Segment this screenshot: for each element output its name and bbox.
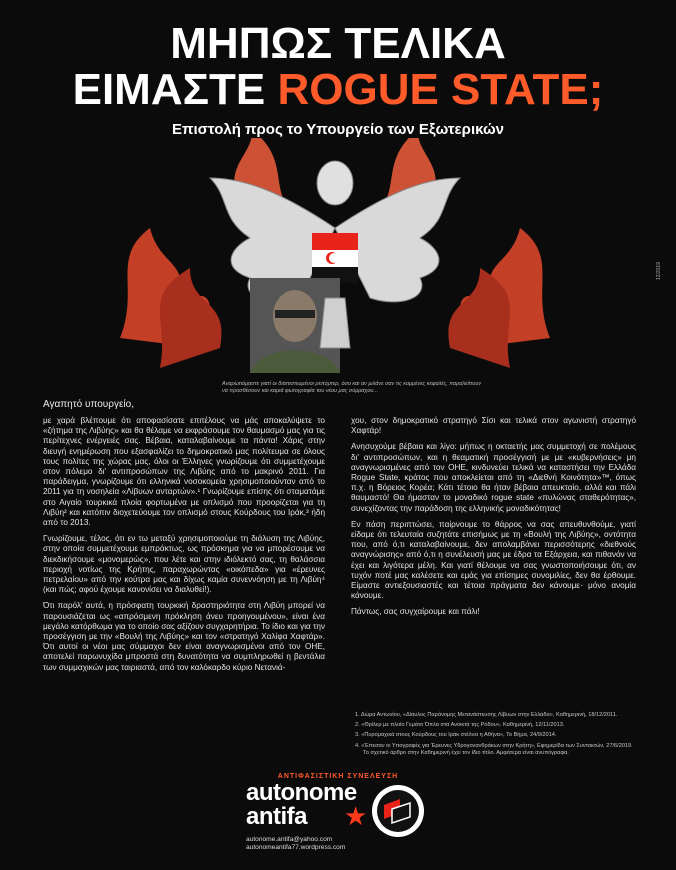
paragraph: Εν πάση περιπτώσει, παίρνουμε το θάρρος να σας απευθυνθούμε, γιατί είδαμε ότι τελευταία συζητάτε επισήμως με τη «Βουλή της Λιβύης», οντότητα που, από ό,τι καταλαβαίνουμε, δεν απολαμβάνει περισσότερης «διεθνούς αναγνώρισης» από ό,τι η συνέλευσή μας με έδρα τα Εξάρχεια, και πιθανόν να έχει και λιγότερα μέλη. Και γιατί θέλουμε να σας γνωστοποιήσουμε ότι, αν τυχόν ποτέ μας καλέσετε και εμάς για επίσημες συνομιλίες, δεν θα έρθουμε. Είμαστε αντιεξουσιαστές και τέτοια πράγματα δεν κάνουμε· μόνο ανομία κάνουμε. <box>351 519 636 601</box>
paragraph: με χαρά βλέπουμε ότι αποφασίσατε επιτέλους να μάς αποκαλύψετε το «ζήτημα της Λιβύης» και θα θέλαμε να εκφράσουμε τον θαυμασμό μας για τις περίτεχνες ενέργειές σας. Βέβαια, καταλαβαίνουμε τα πάντα! Χάρις στην διευγή ενημέρωση που εξασφαλίζει το δημοκρατικό μας πολίτευμα σε όλους τους πολίτες της χώρας μας, όλοι οι Έλληνες γνωρίζουμε ότι συμμετέχουμε στον πόλεμο δι' αντιπροσώπων της Λιβύης από το μακρινό 2011. Για παράδειγμα, γνωρίζουμε ότι ελληνικά νοσοκομεία χρησιμοποιούνταν από το 2011 για τη νοσηλεία «Λίβυων ανταρτών».¹ Γνωρίζουμε επίσης ότι σταματάμε στο Αιγαίο τουρκικά πλοία φορτωμένα με οπλισμό που προορίζεται για τη Λιβύη² και κατόπιν διοχετεύουμε τον οπλισμό στους Κούρδους του Ιράκ,³ ήδη από το 2013. <box>43 416 325 528</box>
paragraph: Ότι παρόλ' αυτά, η πρόσφατη τουρκική δραστηριότητα στη Λιβύη μπορεί να παρουσιάζεται ως «απρόσμενη πρόκληση άνευ προηγουμένου», είναι ένα μεγάλο κατόρθωμα για το οποίο σας αξίζουν συγχαρητήρια. Το ίδιο και για την προσέγγιση με την «Βουλή της Λιβύης» και τον «στρατηγό Χαλίφα Χαφτάρ». Ότι αυτοί οι νέοι μας σύμμαχοι δεν είναι αναγνωρισμένοι από τον ΟΗΕ, αποτελεί παρωνυχίδα μπροστά στη δυνατότητα να συμπληρωθεί η βεντάλια των συμμαχικών μας ταιριαστά, από τον καλόκαρδο κύριο Νετανιά- <box>43 601 325 672</box>
headline-line2 <box>0 65 676 114</box>
brand-logo <box>246 781 357 829</box>
footnotes <box>355 712 635 760</box>
photo-caption: Αναρωτιόμαστε γιατί οι διαπιστευμένοι ρεπόρτερ, όσο και αν μιλάνε σαν τις κομμένες κεφαλές, παραλείπουν να προσθέσουν και καμιά φωτογραφία του νέου μας σύμμαχου... <box>222 381 482 394</box>
website-link[interactable]: autonomeantifa77.wordpress.com <box>246 844 346 851</box>
salutation: Αγαπητό υπουργείο, <box>43 399 134 410</box>
brand-line1: autonome <box>246 779 357 806</box>
footnote: 4. «Έπεσαν οι Υπογραφές για Έρευνες Υδρογονανθράκων στην Κρήτη», Εφημερίδα των Συντακτών, 27/6/2019. Το σχετικό άρθρο στην Καθημερινή έχει τον ίδιο τίτλο. Αμφότερα είναι ανυπόγραφα. <box>355 742 633 756</box>
footer-label: ΑΝΤΙΦΑΣΙΣΤΙΚΗ ΣΥΝΕΛΕΥΣΗ <box>277 773 399 780</box>
headline-line2-prefix: ΕΙΜΑΣΤΕ <box>72 65 278 114</box>
star-icon: ★ <box>344 801 368 831</box>
paragraph: χου, στον δημοκρατικό στρατηγό Σίσι και τελικά στον αγωνιστή στρατηγό Χαφτάρ! <box>351 416 636 436</box>
paragraph: Γνωρίζουμε, τέλος, ότι εν τω μεταξύ χρησιμοποιούμε τη διάλυση της Λιβύης, στην οποία συμμετέχουμε εμπράκτως, ως πρόσκημα για να μπορέσουμε να διεκδικήσουμε «μονομερώς», που λέτε και στην ιδιόλεκτό σας, τη θαλάσσια περιοχή νοτίως της Κρήτης, παραχωρώντας «οικόπεδα» για «έρευνες πετρελαίου» από την κούτρα μας και δίχως καμία συνεννόηση με τη Λιβύη⁴ (και πώς; αφού έχουμε κανονίσει να διαλυθεί!). <box>43 534 325 595</box>
side-code: 12/2019 <box>656 262 662 281</box>
contact-info <box>246 836 345 852</box>
headline-accent: ROGUE STATE; <box>277 65 604 114</box>
headline <box>0 19 676 114</box>
paragraph: Πάντως, σας συγχαίρουμε και πάλι! <box>351 607 480 617</box>
antifa-flags-icon <box>370 783 426 839</box>
subtitle: Επιστολή προς το Υπουργείο των Εξωτερικών <box>172 121 504 138</box>
letter-left-column <box>43 416 325 679</box>
email-link[interactable]: autonome.antifa@yahoo.com <box>246 836 333 843</box>
footnote: 3. «Πυρομαχικά στους Κούρδους του Ιράκ στέλνει η Αθήνα», Το Βήμα, 24/9/2014. <box>355 732 557 739</box>
letter-right-column <box>351 416 636 624</box>
eagle-emblem-icon <box>100 138 570 388</box>
headline-line1: ΜΗΠΩΣ ΤΕΛΙΚΑ <box>170 19 506 68</box>
footnote: 2. «Θρίλερ με πλοίο Γεμάτο Όπλα στα Ανοικτά της Ρόδου», Καθημερινή, 12/11/2013. <box>355 722 565 729</box>
emblem-shield <box>312 233 358 283</box>
paragraph: Ανησυχούμε βέβαια και λίγο: μήπως η οκταετής μας συμμετοχή σε πολέμους δι' αντιπροσώπων, και η θεαματική προσέγγισή με με «κυβερνήσεις» μη αναγνωρισμένες από τον ΟΗΕ, κινδυνεύει τελικά να καταστήσει την Ελλάδα Rogue State, κράτος που αποκλείεται από τη «Διεθνή Κοινότητα»™, όπως π.χ. η Βόρειος Κορέα; Κάτι τέτοιο θα ήταν βέβαια απευκταίο, αλλά και πάλι θαυμαστό! Θα ήμασταν το μοναδικό rogue state «πυλώνας σταθερότητας», συνεχίζοντας την παράδοση της ελληνικής μοναδικότητας! <box>351 442 636 513</box>
brand-line2: antifa <box>246 803 308 830</box>
footnote: 1. Δώρα Αντωνίου, «Δίαυλος Παράνομης Μετανάστευσης Λίβυων στην Ελλάδα», Καθημερινή, 18/12/2011. <box>355 712 618 718</box>
